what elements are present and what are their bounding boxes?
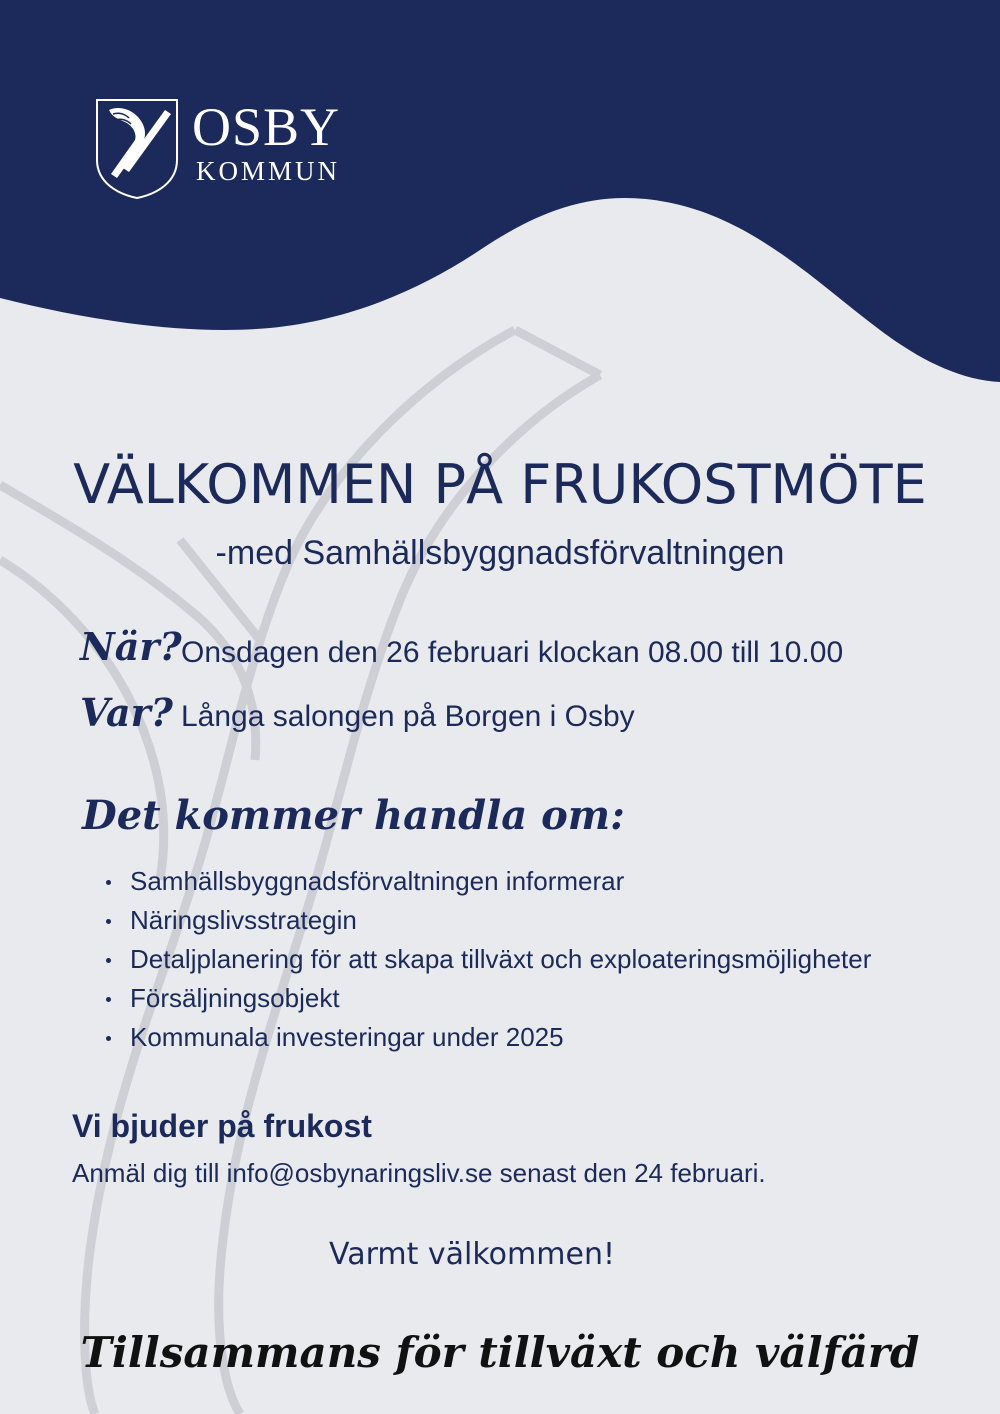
bullet-icon xyxy=(106,997,111,1002)
list-item xyxy=(102,862,871,901)
when-label: När? xyxy=(80,624,182,669)
topics-title: Det kommer handla om: xyxy=(82,792,625,839)
topics-list xyxy=(102,862,871,1057)
subtitle: -med Samhällsbyggnadsförvaltningen xyxy=(215,534,785,572)
list-item-text: Näringslivsstrategin xyxy=(130,905,357,935)
list-item-text: Kommunala investeringar under 2025 xyxy=(130,1022,564,1052)
list-item-text: Detaljplanering för att skapa tillväxt och exploateringsmöjligheter xyxy=(130,944,872,974)
bullet-icon xyxy=(106,880,111,885)
list-item-text: Försäljningsobjekt xyxy=(130,983,340,1013)
where-label: Var? xyxy=(80,690,173,735)
logo-name-line1: OSBY xyxy=(192,97,341,157)
offer-title: Vi bjuder på frukost xyxy=(72,1108,372,1144)
logo-name-line2: KOMMUN xyxy=(196,156,341,186)
bullet-icon xyxy=(106,919,111,924)
welcome-text: Varmt välkommen! xyxy=(329,1237,615,1272)
when-text: Onsdagen den 26 februari klockan 08.00 till 10.00 xyxy=(181,636,844,669)
bullet-icon xyxy=(106,1036,111,1041)
offer-text: Anmäl dig till info@osbynaringsliv.se senast den 24 februari. xyxy=(72,1158,766,1188)
list-item xyxy=(102,979,871,1018)
coat-of-arms-icon xyxy=(95,98,179,200)
headline: VÄLKOMMEN PÅ FRUKOSTMÖTE xyxy=(73,453,927,516)
list-item xyxy=(102,940,871,979)
list-item-text: Samhällsbyggnadsförvaltningen informerar xyxy=(130,866,625,896)
bullet-icon xyxy=(106,958,111,963)
list-item xyxy=(102,901,871,940)
list-item xyxy=(102,1018,871,1057)
slogan: Tillsammans för tillväxt och välfärd xyxy=(80,1328,920,1377)
osby-kommun-logo xyxy=(95,98,355,208)
where-text: Långa salongen på Borgen i Osby xyxy=(181,700,635,733)
